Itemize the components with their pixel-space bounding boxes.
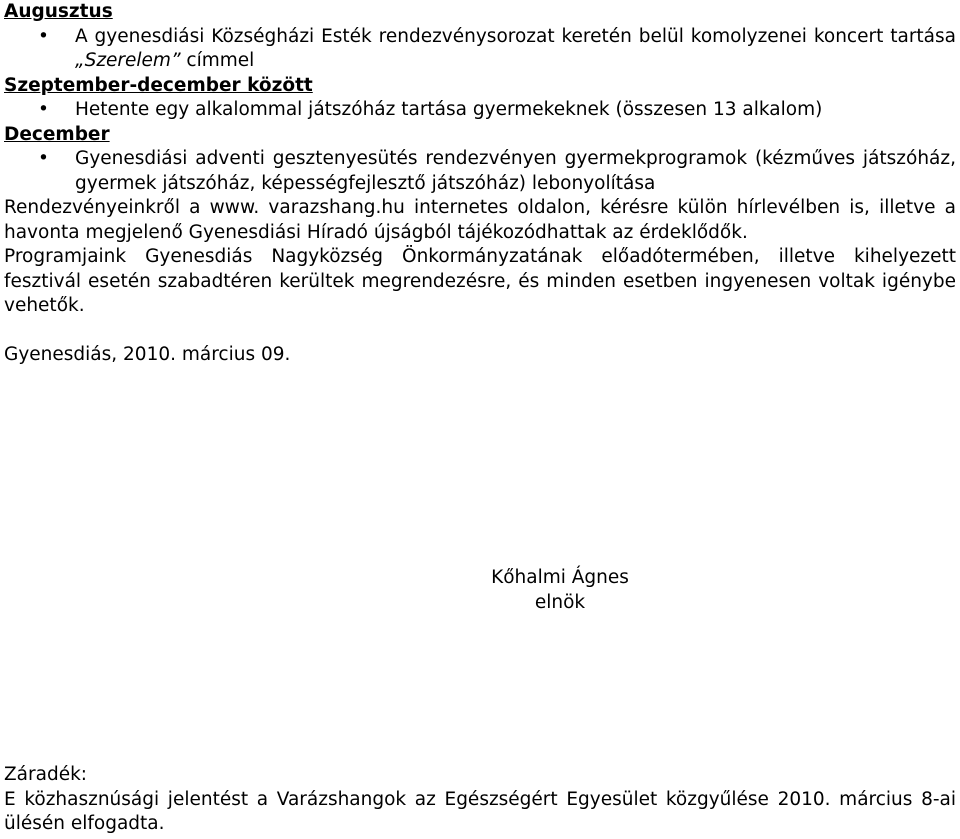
bullet-item: • Hetente egy alkalommal játszóház tartása gyermekeknek (összesen 13 alkalom) [4, 98, 956, 123]
bullet-list [4, 25, 956, 74]
spacer [4, 319, 956, 343]
clause-block [4, 763, 956, 837]
section-heading: Szeptember-december között [4, 74, 313, 96]
clause-label: Záradék: [4, 764, 88, 785]
document-page [0, 0, 960, 367]
signature-name: Kőhalmi Ágnes [491, 567, 629, 588]
body-paragraph: Rendezvényeinkről a www. varazshang.hu internetes oldalon, kérésre külön hírlevélben is, illetve a havonta megjelenő Gyenesdiási Híradó újságból tájékozódhattak az érdeklődők. [4, 197, 956, 243]
place-date: Gyenesdiás, 2010. március 09. [4, 343, 291, 365]
section-heading: December [4, 123, 110, 145]
clause-text: E közhasznúsági jelentést a Varázshangok az Egészségért Egyesület közgyűlése 2010. március 8-ai ülésén elfogadta. [4, 788, 956, 834]
section-heading: Augusztus [4, 1, 113, 22]
bullet-item: • Gyenesdiási adventi gesztenyesütés rendezvényen gyermekprogramok (kézműves játszóház, gyermek játszóház, képességfejlesztő játszóház) lebonyolítása [4, 147, 956, 196]
bullet-list [4, 147, 956, 196]
signature-title: elnök [534, 592, 586, 613]
section-augusztus [4, 0, 956, 74]
bullet-text-italic: „Szerelem” [75, 50, 181, 71]
signature-block [160, 565, 960, 615]
section-szeptember-december [4, 74, 956, 123]
bullet-item [4, 25, 956, 74]
bullet-text: címmel [180, 50, 255, 71]
section-december [4, 123, 956, 197]
bullet-list [4, 98, 956, 123]
body-paragraph: Programjaink Gyenesdiás Nagyközség Önkormányzatának előadótermében, illetve kihelyezett fesztivál esetén szabadtéren kerültek megrendezésre, és minden esetben ingyenesen voltak igénybe vehetők. [4, 246, 956, 316]
bullet-text: A gyenesdiási Községházi Esték rendezvénysorozat keretén belül komolyzenei koncert tartása [75, 25, 956, 47]
